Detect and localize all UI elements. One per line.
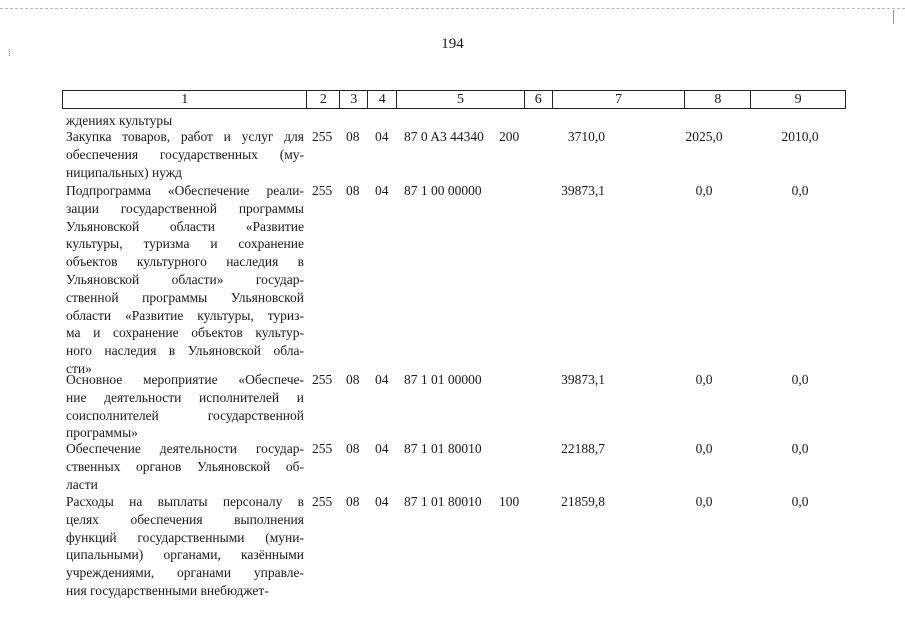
row-description [66, 440, 304, 493]
cell-amount-col9: 0,0 [791, 441, 809, 456]
description-line: ждениях культуры [66, 113, 173, 128]
description-line: Основное мероприятие «Обеспече- [66, 372, 304, 387]
page-number: 194 [441, 36, 464, 52]
description-line: зации государственной программы [66, 200, 304, 216]
row-description [66, 128, 304, 181]
description-line: ципальными) органами, казёнными [66, 547, 304, 563]
description-line: культуры, туризма и сохранение [66, 236, 304, 252]
cell-amount-col8: 0,0 [695, 441, 713, 456]
binding-mark: ⁞ [8, 48, 11, 59]
cell-section-code: 255 [312, 372, 333, 387]
description-line: соисполнителей государственной [66, 407, 304, 423]
description-line: Ульяновской области» государ- [66, 271, 304, 287]
header-col-6: 6 [525, 91, 553, 108]
scan-edge-line [0, 8, 905, 9]
cell-amount-col7: 39873,1 [561, 183, 605, 198]
description-line: ласти [66, 476, 98, 492]
description-line: обеспечения государственных (му- [66, 146, 304, 162]
description-line: ниципальных) нужд [66, 164, 183, 180]
cell-article-code: 04 [375, 183, 389, 198]
description-line: области «Развитие культуры, туриз- [66, 307, 304, 323]
description-line: ственных органов Ульяновской об- [66, 458, 304, 474]
cell-section-code: 255 [312, 441, 333, 456]
description-line: ние деятельности исполнителей и [66, 389, 304, 405]
description-line: учреждениями, органами управле- [66, 565, 304, 581]
cell-section-code: 255 [312, 129, 333, 144]
table-header [62, 90, 846, 109]
cell-amount-col7: 22188,7 [561, 441, 605, 456]
header-col-3: 3 [340, 91, 368, 108]
scan-edge-mark [893, 10, 894, 24]
cell-target-article: 87 1 01 00000 [404, 372, 482, 387]
cell-subsection-code: 08 [346, 372, 360, 387]
cell-article-code: 04 [375, 129, 389, 144]
header-col-1: 1 [63, 91, 307, 108]
description-line: Закупка товаров, работ и услуг для [66, 129, 304, 144]
cell-amount-col7: 39873,1 [561, 372, 605, 387]
cell-amount-col8: 0,0 [695, 372, 713, 387]
header-col-2: 2 [307, 91, 340, 108]
header-col-7: 7 [553, 91, 686, 108]
cell-amount-col7: 21859,8 [561, 494, 605, 509]
description-line: Обеспечение деятельности государ- [66, 441, 304, 456]
cell-section-code: 255 [312, 183, 333, 198]
cell-target-article: 87 1 01 80010 [404, 494, 482, 509]
description-line: ственной программы Ульяновской [66, 289, 304, 305]
header-col-8: 8 [685, 91, 751, 108]
description-line: Ульяновской области «Развитие [66, 218, 304, 234]
description-line: ния государственными внебюджет- [66, 582, 269, 598]
description-line: программы» [66, 425, 138, 441]
description-line: Подпрограмма «Обеспечение реали- [66, 183, 304, 198]
cell-expense-type: 100 [499, 494, 520, 509]
cell-expense-type: 200 [499, 129, 520, 144]
description-line: объектов культурного наследия в [66, 254, 304, 270]
cell-subsection-code: 08 [346, 183, 360, 198]
cell-subsection-code: 08 [346, 494, 360, 509]
cell-amount-col8: 2025,0 [685, 129, 723, 144]
cell-subsection-code: 08 [346, 441, 360, 456]
cell-amount-col8: 0,0 [695, 494, 713, 509]
cell-amount-col8: 0,0 [695, 183, 713, 198]
cell-article-code: 04 [375, 494, 389, 509]
description-line: ного наследия в Ульяновской обла- [66, 343, 304, 359]
row-description [66, 493, 304, 600]
cell-amount-col7: 3710,0 [567, 129, 605, 144]
cell-target-article: 87 1 00 00000 [404, 183, 482, 198]
description-line: Расходы на выплаты персоналу в [66, 494, 304, 509]
cell-amount-col9: 0,0 [791, 183, 809, 198]
cell-article-code: 04 [375, 372, 389, 387]
cell-subsection-code: 08 [346, 129, 360, 144]
row-description [66, 182, 304, 378]
cell-amount-col9: 0,0 [791, 494, 809, 509]
description-line: целях обеспечения выполнения [66, 511, 304, 527]
cell-target-article: 87 0 A3 44340 [404, 129, 484, 144]
description-line: сти» [66, 360, 92, 376]
cell-amount-col9: 0,0 [791, 372, 809, 387]
header-col-9: 9 [794, 92, 802, 107]
cell-article-code: 04 [375, 441, 389, 456]
row-description [66, 371, 304, 442]
cell-section-code: 255 [312, 494, 333, 509]
description-line: ма и сохранение объектов культур- [66, 325, 304, 341]
cell-target-article: 87 1 01 80010 [404, 441, 482, 456]
header-col-4: 4 [368, 91, 397, 108]
header-col-5: 5 [397, 91, 525, 108]
description-line: функций государственными (муни- [66, 529, 304, 545]
cell-amount-col9: 2010,0 [781, 129, 819, 144]
